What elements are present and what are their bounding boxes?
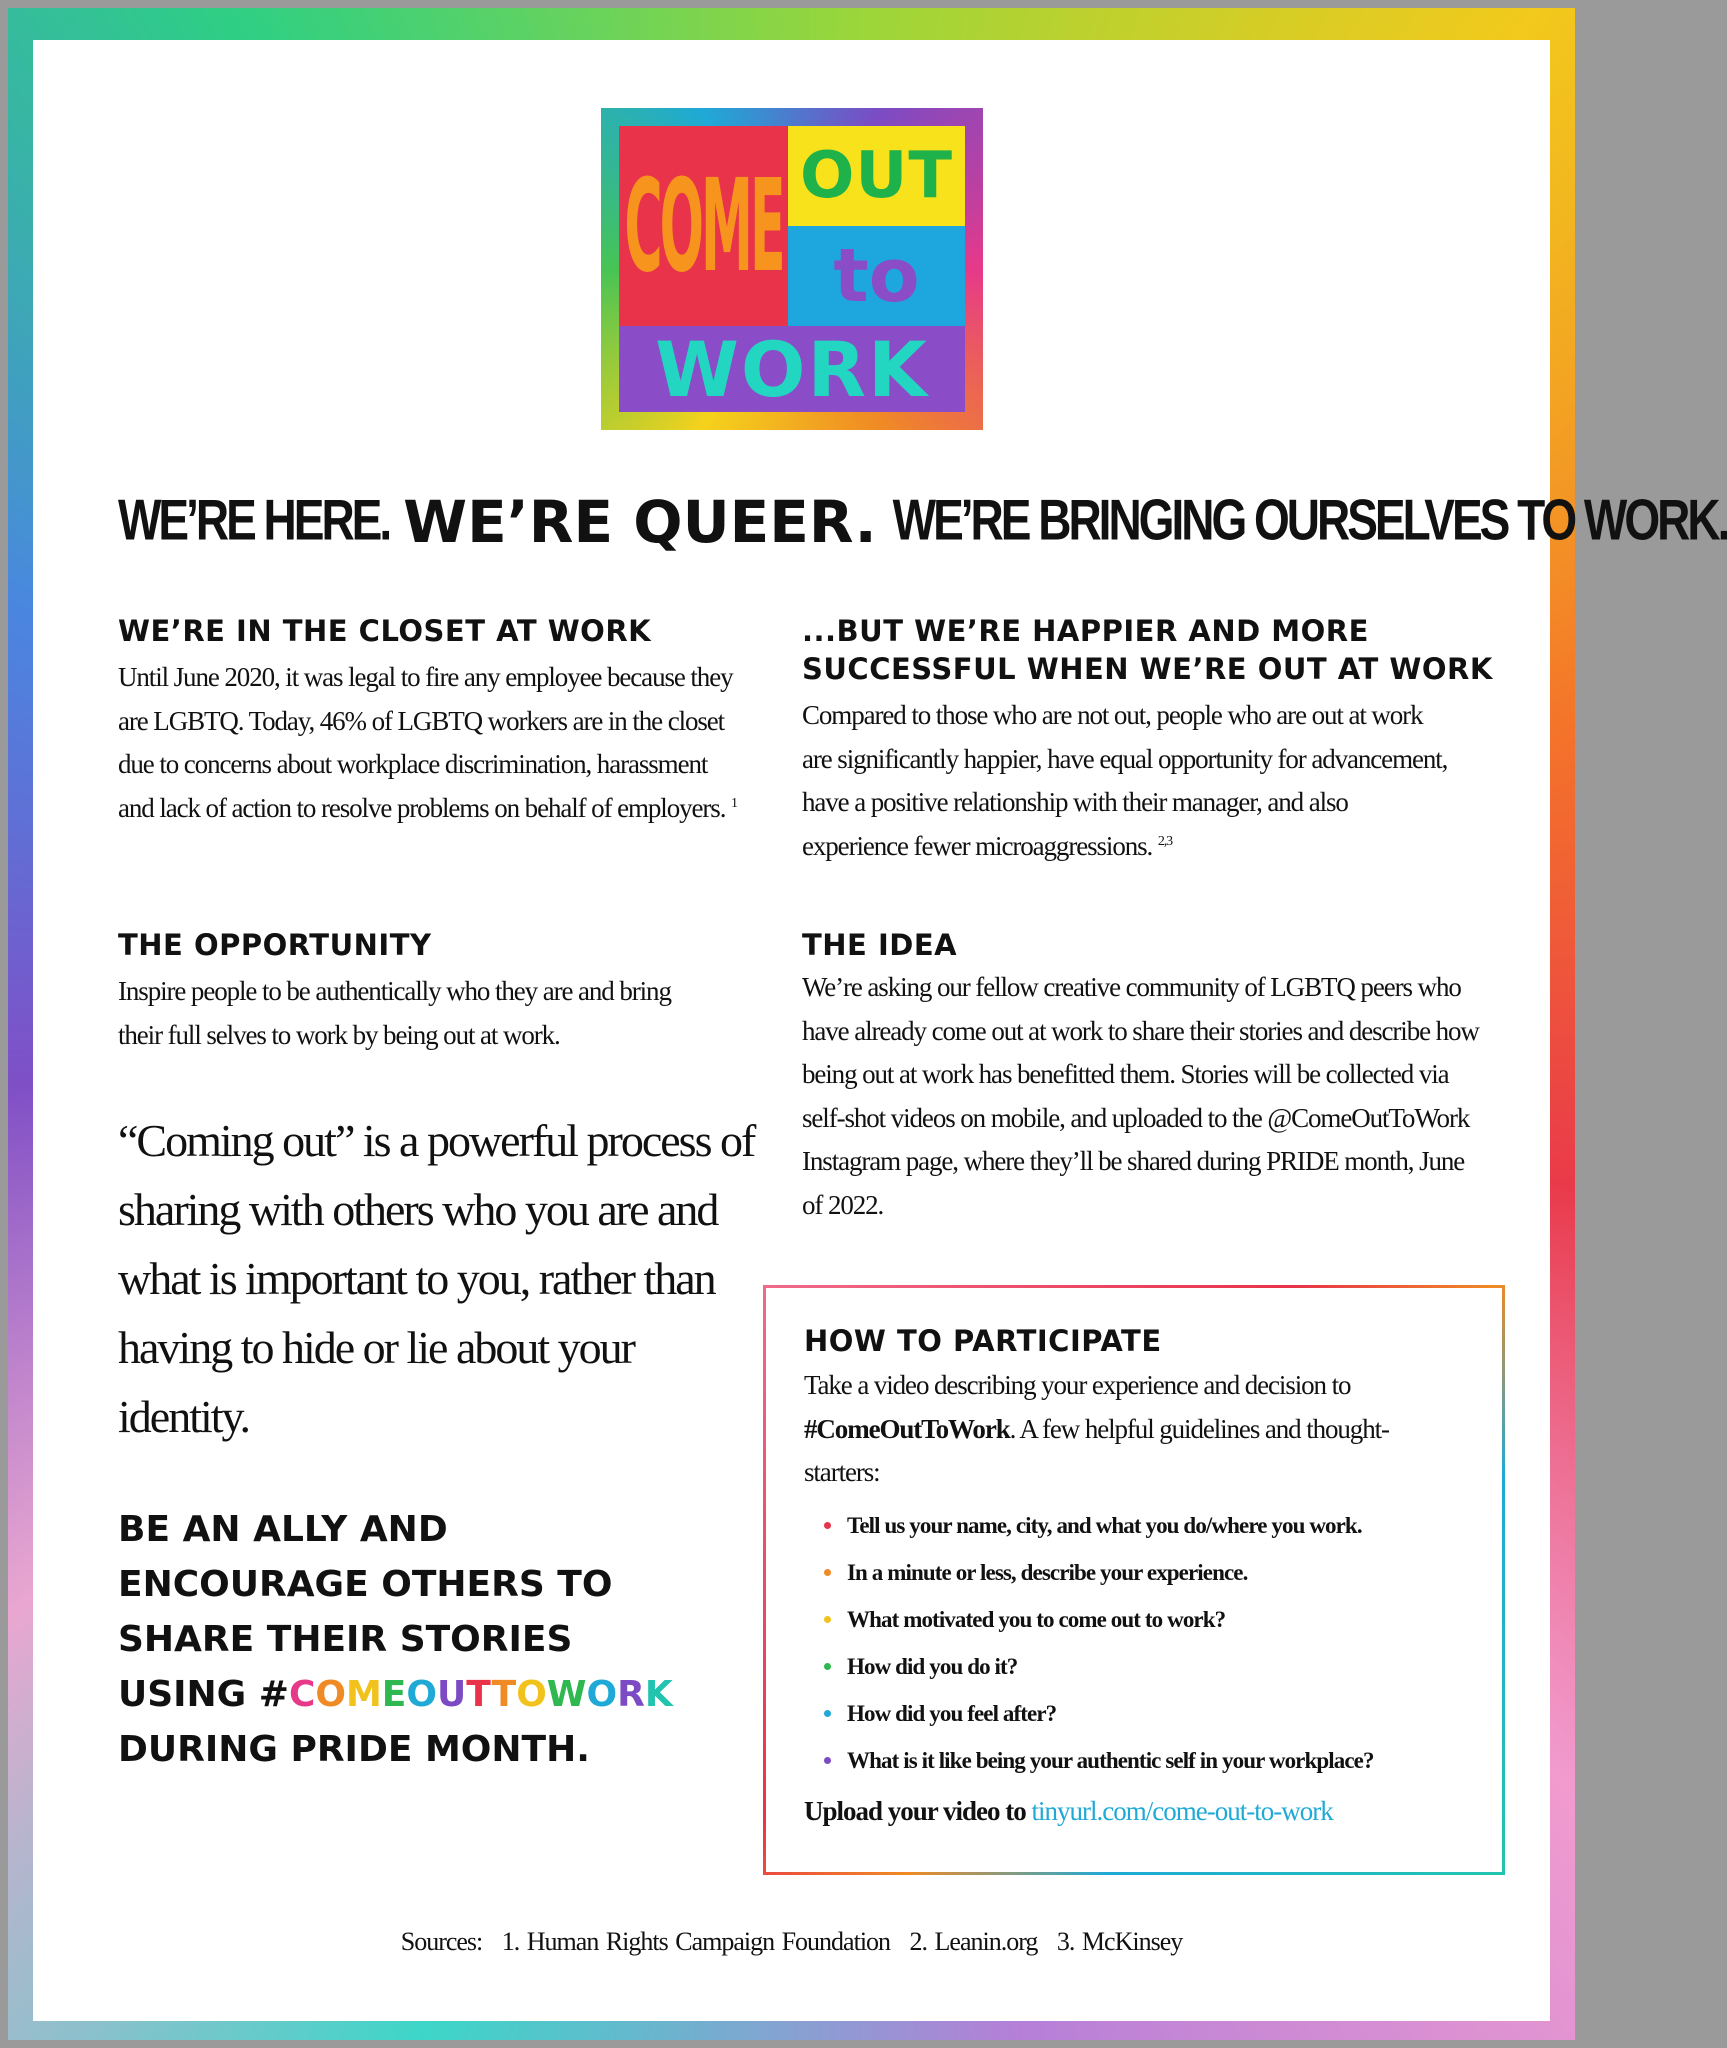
- how-to-heading: HOW TO PARTICIPATE: [804, 1324, 1162, 1358]
- guideline-item: [824, 1690, 1494, 1737]
- opportunity-body: Inspire people to be authentically who they are and bring their full selves to work by being out at work.: [118, 976, 671, 1050]
- upload-line: Upload your video to tinyurl.com/come-out-to-work: [804, 1796, 1333, 1826]
- footnote: 1: [731, 795, 737, 811]
- sources-label: Sources:: [400, 1927, 483, 1956]
- coming-out-quote: “Coming out” is a powerful process of sharing with others who you are and what is important to you, rather than having to hide or lie about your identity.: [118, 1115, 755, 1442]
- bullet-dot-icon: [824, 1569, 831, 1576]
- hashtag-letter: T: [466, 1674, 492, 1715]
- guideline-item: [824, 1502, 1494, 1549]
- ally-line: USING #COMEOUTTOWORK: [118, 1674, 673, 1715]
- hashtag-letter: M: [345, 1674, 382, 1715]
- logo-to-block: to: [788, 226, 965, 326]
- opportunity-heading: THE OPPORTUNITY: [118, 928, 432, 962]
- guideline-item: [824, 1643, 1494, 1690]
- guideline-text: What is it like being your authentic self in your workplace?: [847, 1748, 1374, 1773]
- closet-heading: WE’RE IN THE CLOSET AT WORK: [118, 614, 652, 648]
- come-out-to-work-logo: [601, 108, 983, 430]
- hashtag-letter: W: [546, 1674, 587, 1715]
- happier-body: Compared to those who are not out, people who are out at work are significantly happier, have equal opportunity for advancement, have a positive relationship with their manager, and also experience fewer microaggressions. $^{2,3}$: [802, 700, 1448, 861]
- how-to-participate-box: [763, 1285, 1505, 1875]
- logo-come-block: COME: [619, 126, 788, 326]
- guideline-item: [824, 1737, 1494, 1784]
- bullet-dot-icon: [824, 1757, 831, 1764]
- headline-part-3: WE’RE BRINGING OURSELVES TO WORK.: [892, 486, 1727, 552]
- hashtag-letter: R: [617, 1674, 645, 1715]
- logo-out-block: OUT: [788, 126, 965, 226]
- ally-line: DURING PRIDE MONTH.: [118, 1729, 590, 1770]
- guideline-text: Tell us your name, city, and what you do/where you work.: [847, 1513, 1362, 1538]
- idea-heading: THE IDEA: [802, 928, 958, 962]
- comeouttowork-hashtag: [259, 1674, 673, 1715]
- guideline-item: [824, 1596, 1494, 1643]
- intro-hashtag: #ComeOutToWork: [804, 1413, 1010, 1444]
- hashtag-letter: #: [258, 1674, 289, 1715]
- guidelines-list: [824, 1502, 1494, 1784]
- idea-body: We’re asking our fellow creative community of LGBTQ peers who have already come out at work to share their stories and describe how being out at work has benefitted them. Stories will be collected via self-shot videos on mobile, and uploaded to the @ComeOutToWork Instagram page, where they’ll be shared during PRIDE month, June of 2022.: [802, 972, 1479, 1220]
- hashtag-letter: O: [406, 1674, 437, 1715]
- guideline-text: In a minute or less, describe your experience.: [847, 1560, 1248, 1585]
- bullet-dot-icon: [824, 1522, 831, 1529]
- headline: [118, 486, 1727, 558]
- ally-line: BE AN ALLY AND: [118, 1509, 448, 1550]
- guideline-text: What motivated you to come out to work?: [847, 1607, 1226, 1632]
- headline-part-1: WE’RE HERE.: [118, 486, 390, 552]
- hashtag-letter: O: [586, 1674, 618, 1715]
- bullet-dot-icon: [824, 1663, 831, 1670]
- ally-line: ENCOURAGE OTHERS TO: [118, 1564, 613, 1605]
- how-to-intro: Take a video describing your experience and decision to #ComeOutToWork. A few helpful guidelines and thought-starters:: [804, 1370, 1389, 1487]
- hashtag-letter: C: [288, 1674, 316, 1715]
- ally-callout: [118, 1502, 718, 1777]
- closet-body: Until June 2020, it was legal to fire any employee because they are LGBTQ. Today, 46% of LGBTQ workers are in the closet due to concerns about workplace discrimination, harassment and lack of action to resolve problems on behalf of employers. $^1$: [118, 662, 737, 823]
- guideline-text: How did you feel after?: [847, 1701, 1057, 1726]
- guideline-text: How did you do it?: [847, 1654, 1018, 1679]
- hashtag-letter: T: [491, 1674, 517, 1715]
- source-item: 2. Leanin.org: [909, 1927, 1038, 1956]
- footnote: 2,3: [1157, 833, 1173, 849]
- hashtag-letter: E: [381, 1674, 407, 1715]
- guideline-item: [824, 1549, 1494, 1596]
- source-item: 3. McKinsey: [1056, 1927, 1183, 1956]
- sources-line: [0, 1927, 1583, 1957]
- bullet-dot-icon: [824, 1616, 831, 1623]
- hashtag-letter: K: [644, 1674, 673, 1715]
- happier-heading: ...BUT WE’RE HAPPIER AND MORE SUCCESSFUL WHEN WE’RE OUT AT WORK: [802, 614, 1493, 686]
- hashtag-letter: O: [315, 1674, 346, 1715]
- hashtag-letter: O: [516, 1674, 547, 1715]
- headline-part-2: WE’RE QUEER.: [403, 488, 877, 556]
- upload-link[interactable]: tinyurl.com/come-out-to-work: [1031, 1796, 1333, 1826]
- logo-work-block: WORK: [619, 326, 965, 412]
- ally-line: SHARE THEIR STORIES: [118, 1619, 573, 1660]
- source-item: 1. Human Rights Campaign Foundation: [501, 1927, 891, 1956]
- bullet-dot-icon: [824, 1710, 831, 1717]
- hashtag-letter: U: [437, 1674, 467, 1715]
